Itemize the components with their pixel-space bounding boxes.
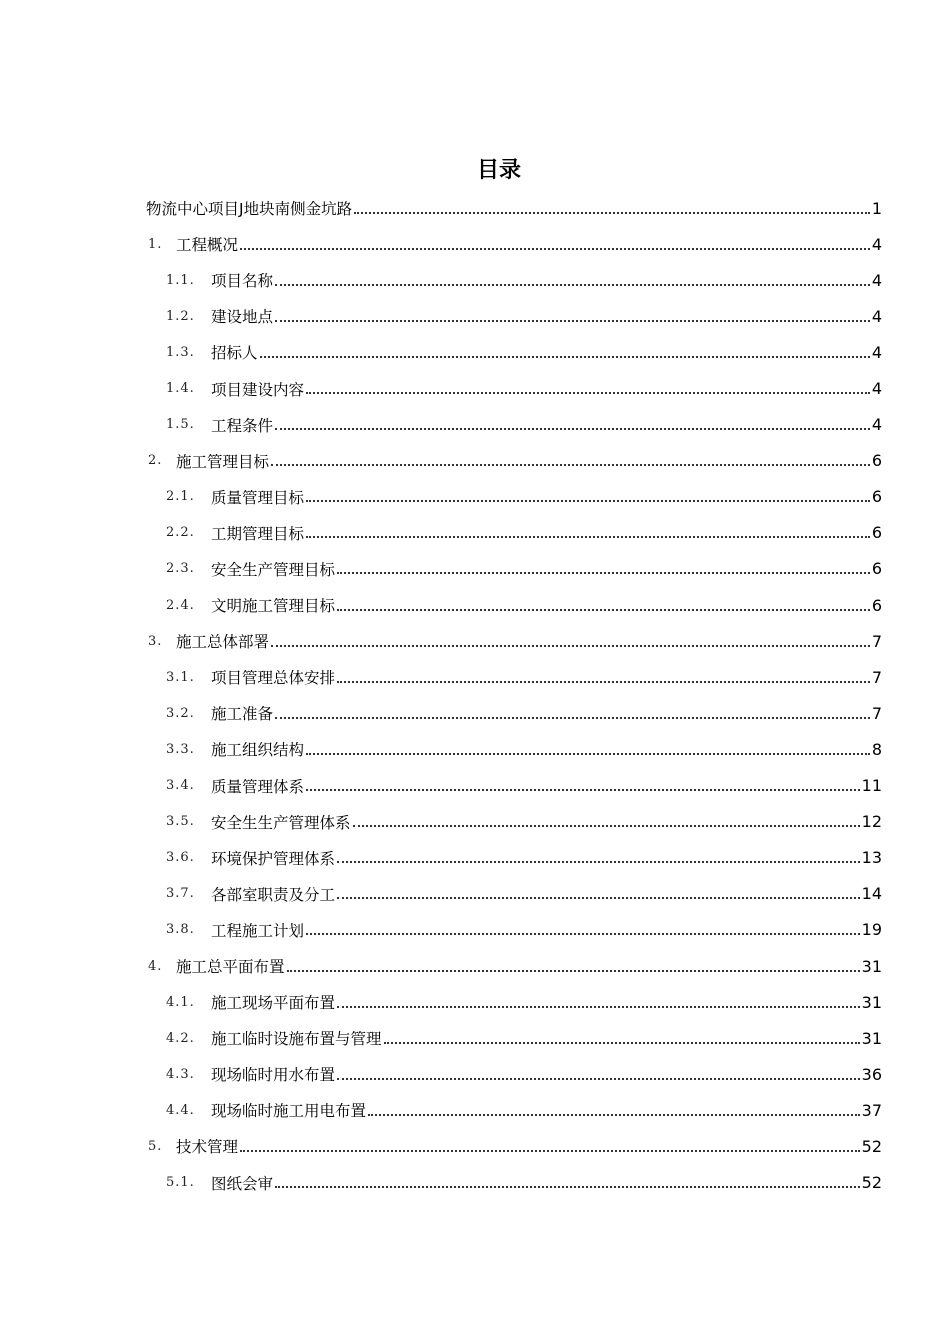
toc-entry-page-number: 6: [871, 559, 882, 579]
toc-entry[interactable]: [0, 370, 950, 406]
toc-entry-number: 4.1.: [166, 994, 195, 1010]
toc-entry-title[interactable]: 质量管理体系: [211, 777, 305, 796]
toc-entry-page-number: 31: [861, 1028, 882, 1048]
toc-entry[interactable]: [0, 515, 950, 551]
toc-entry-number: 2.4.: [166, 597, 195, 613]
toc-entry-title[interactable]: 工程施工计划: [211, 921, 305, 940]
toc-entry[interactable]: [0, 1020, 950, 1056]
toc-entry[interactable]: [0, 443, 950, 479]
toc-entry[interactable]: [0, 190, 950, 226]
toc-entry-number: 5.1.: [166, 1175, 195, 1191]
toc-entry[interactable]: [0, 731, 950, 767]
toc-entry-title[interactable]: 各部室职责及分工: [211, 885, 336, 904]
dot-leader: [275, 319, 870, 322]
dot-leader: [306, 932, 860, 935]
dot-leader: [240, 247, 870, 250]
toc-entry-page-number: 7: [871, 631, 882, 651]
toc-entry-title[interactable]: 技术管理: [176, 1138, 239, 1157]
toc-entry-page-number: 1: [871, 198, 882, 218]
toc-entry-number: 3.5.: [166, 814, 195, 830]
toc-entry-page-number: 4: [871, 234, 882, 254]
toc-entry[interactable]: [0, 407, 950, 443]
toc-entry-page-number: 4: [871, 415, 882, 435]
toc-entry-title[interactable]: 环境保护管理体系: [211, 849, 336, 868]
toc-entry[interactable]: [0, 912, 950, 948]
toc-entry-page-number: 52: [861, 1173, 882, 1193]
toc-entry-page-number: 19: [861, 920, 882, 940]
toc-entry-page-number: 4: [871, 342, 882, 362]
toc-entry-number: 3.2.: [166, 705, 195, 721]
toc-entry-title[interactable]: 工程条件: [211, 416, 274, 435]
toc-entry-page-number: 7: [871, 667, 882, 687]
dot-leader: [271, 644, 870, 647]
toc-entry[interactable]: [0, 695, 950, 731]
toc-title: 目录: [476, 158, 521, 183]
toc-entry-page-number: 4: [871, 379, 882, 399]
dot-leader: [368, 1113, 860, 1116]
toc-entry-number: 5.: [148, 1138, 163, 1154]
toc-entry[interactable]: [0, 1056, 950, 1092]
toc-entry[interactable]: [0, 840, 950, 876]
toc-entry-title[interactable]: 施工总体部署: [176, 633, 270, 652]
toc-entry-title[interactable]: 现场临时用水布置: [211, 1066, 336, 1085]
dot-leader: [240, 1149, 860, 1152]
toc-entry-page-number: 7: [871, 703, 882, 723]
toc-entry-number: 3.1.: [166, 669, 195, 685]
toc-entry[interactable]: [0, 1092, 950, 1128]
toc-entry-title[interactable]: 施工组织结构: [211, 741, 305, 760]
toc-entry-page-number: 37: [861, 1100, 882, 1120]
dot-leader: [306, 391, 870, 394]
toc-entry-number: 2.1.: [166, 489, 195, 505]
toc-entry-page-number: 4: [871, 270, 882, 290]
toc-entry-title[interactable]: 图纸会审: [211, 1174, 274, 1193]
dot-leader: [337, 680, 870, 683]
toc-entry-title[interactable]: 施工总平面布置: [176, 958, 285, 977]
dot-leader: [275, 283, 870, 286]
toc-entry-number: 3.6.: [166, 850, 195, 866]
toc-entry[interactable]: [0, 623, 950, 659]
toc-entry[interactable]: [0, 984, 950, 1020]
toc-entry-number: 3.3.: [166, 741, 195, 757]
toc-entry-title[interactable]: 物流中心项目J地块南侧金坑路: [146, 200, 353, 219]
dot-leader: [306, 788, 860, 791]
dot-leader: [337, 608, 870, 611]
toc-entry-page-number: 11: [861, 776, 882, 796]
table-of-contents: [0, 190, 950, 1201]
toc-entry[interactable]: [0, 479, 950, 515]
toc-entry[interactable]: [0, 298, 950, 334]
toc-entry-page-number: 36: [861, 1064, 882, 1084]
toc-entry-number: 4.2.: [166, 1030, 195, 1046]
toc-entry-title[interactable]: 质量管理目标: [211, 488, 305, 507]
toc-entry-number: 2.3.: [166, 561, 195, 577]
toc-entry-title[interactable]: 施工管理目标: [176, 452, 270, 471]
toc-entry-page-number: 31: [861, 956, 882, 976]
toc-entry-number: 1.: [148, 236, 163, 252]
toc-entry-title[interactable]: 招标人: [211, 344, 258, 363]
toc-entry-number: 3.8.: [166, 922, 195, 938]
toc-entry-page-number: 31: [861, 992, 882, 1012]
toc-entry-number: 1.3.: [166, 344, 195, 360]
toc-entry-number: 2.2.: [166, 525, 195, 541]
dot-leader: [306, 499, 870, 502]
toc-entry[interactable]: [0, 1165, 950, 1201]
toc-entry[interactable]: [0, 551, 950, 587]
toc-entry-page-number: 12: [861, 812, 882, 832]
dot-leader: [337, 896, 860, 899]
dot-leader: [337, 1005, 860, 1008]
toc-entry-title[interactable]: 施工临时设施布置与管理: [211, 1030, 382, 1049]
toc-entry-number: 3.7.: [166, 886, 195, 902]
toc-entry-title[interactable]: 工程概况: [176, 236, 239, 255]
dot-leader: [271, 463, 870, 466]
toc-entry-number: 1.2.: [166, 308, 195, 324]
toc-entry-number: 1.1.: [166, 272, 195, 288]
toc-entry-page-number: 13: [861, 848, 882, 868]
toc-entry-title[interactable]: 项目管理总体安排: [211, 669, 336, 688]
toc-entry-number: 1.4.: [166, 381, 195, 397]
toc-entry-page-number: 6: [871, 487, 882, 507]
dot-leader: [306, 535, 870, 538]
toc-entry-title[interactable]: 施工现场平面布置: [211, 994, 336, 1013]
toc-entry-page-number: 14: [861, 884, 882, 904]
dot-leader: [337, 1077, 860, 1080]
toc-entry[interactable]: [0, 659, 950, 695]
toc-entry-page-number: 6: [871, 595, 882, 615]
toc-entry-page-number: 4: [871, 306, 882, 326]
toc-entry[interactable]: [0, 226, 950, 262]
toc-entry[interactable]: [0, 587, 950, 623]
toc-entry[interactable]: [0, 804, 950, 840]
toc-entry[interactable]: [0, 262, 950, 298]
toc-entry[interactable]: [0, 876, 950, 912]
toc-entry-title[interactable]: 项目建设内容: [211, 380, 305, 399]
dot-leader: [337, 860, 860, 863]
toc-entry-number: 4.3.: [166, 1066, 195, 1082]
toc-entry-title[interactable]: 安全生产管理目标: [211, 560, 336, 579]
toc-entry-number: 1.5.: [166, 417, 195, 433]
toc-entry-title[interactable]: 安全生生产管理体系: [211, 813, 351, 832]
toc-entry-number: 2.: [148, 453, 163, 469]
toc-entry-page-number: 8: [871, 739, 882, 759]
toc-entry-number: 4.: [148, 958, 163, 974]
dot-leader: [260, 355, 870, 358]
toc-entry-title[interactable]: 项目名称: [211, 272, 274, 291]
toc-entry[interactable]: [0, 334, 950, 370]
toc-entry-title[interactable]: 文明施工管理目标: [211, 597, 336, 616]
toc-entry-page-number: 52: [861, 1136, 882, 1156]
dot-leader: [287, 969, 860, 972]
dot-leader: [384, 1041, 860, 1044]
dot-leader: [306, 752, 870, 755]
dot-leader: [353, 824, 860, 827]
toc-entry-page-number: 6: [871, 451, 882, 471]
dot-leader: [275, 1185, 860, 1188]
dot-leader: [354, 211, 870, 214]
toc-entry-title[interactable]: 现场临时施工用电布置: [211, 1102, 367, 1121]
toc-entry-number: 3.: [148, 633, 163, 649]
toc-entry-title[interactable]: 施工准备: [211, 705, 274, 724]
toc-entry-title[interactable]: 建设地点: [211, 308, 274, 327]
dot-leader: [275, 427, 870, 430]
toc-entry-title[interactable]: 工期管理目标: [211, 524, 305, 543]
toc-entry[interactable]: [0, 948, 950, 984]
toc-entry-page-number: 6: [871, 523, 882, 543]
toc-entry[interactable]: [0, 768, 950, 804]
toc-entry[interactable]: [0, 1128, 950, 1164]
toc-entry-number: 4.4.: [166, 1102, 195, 1118]
dot-leader: [275, 716, 870, 719]
dot-leader: [337, 571, 870, 574]
toc-entry-number: 3.4.: [166, 778, 195, 794]
